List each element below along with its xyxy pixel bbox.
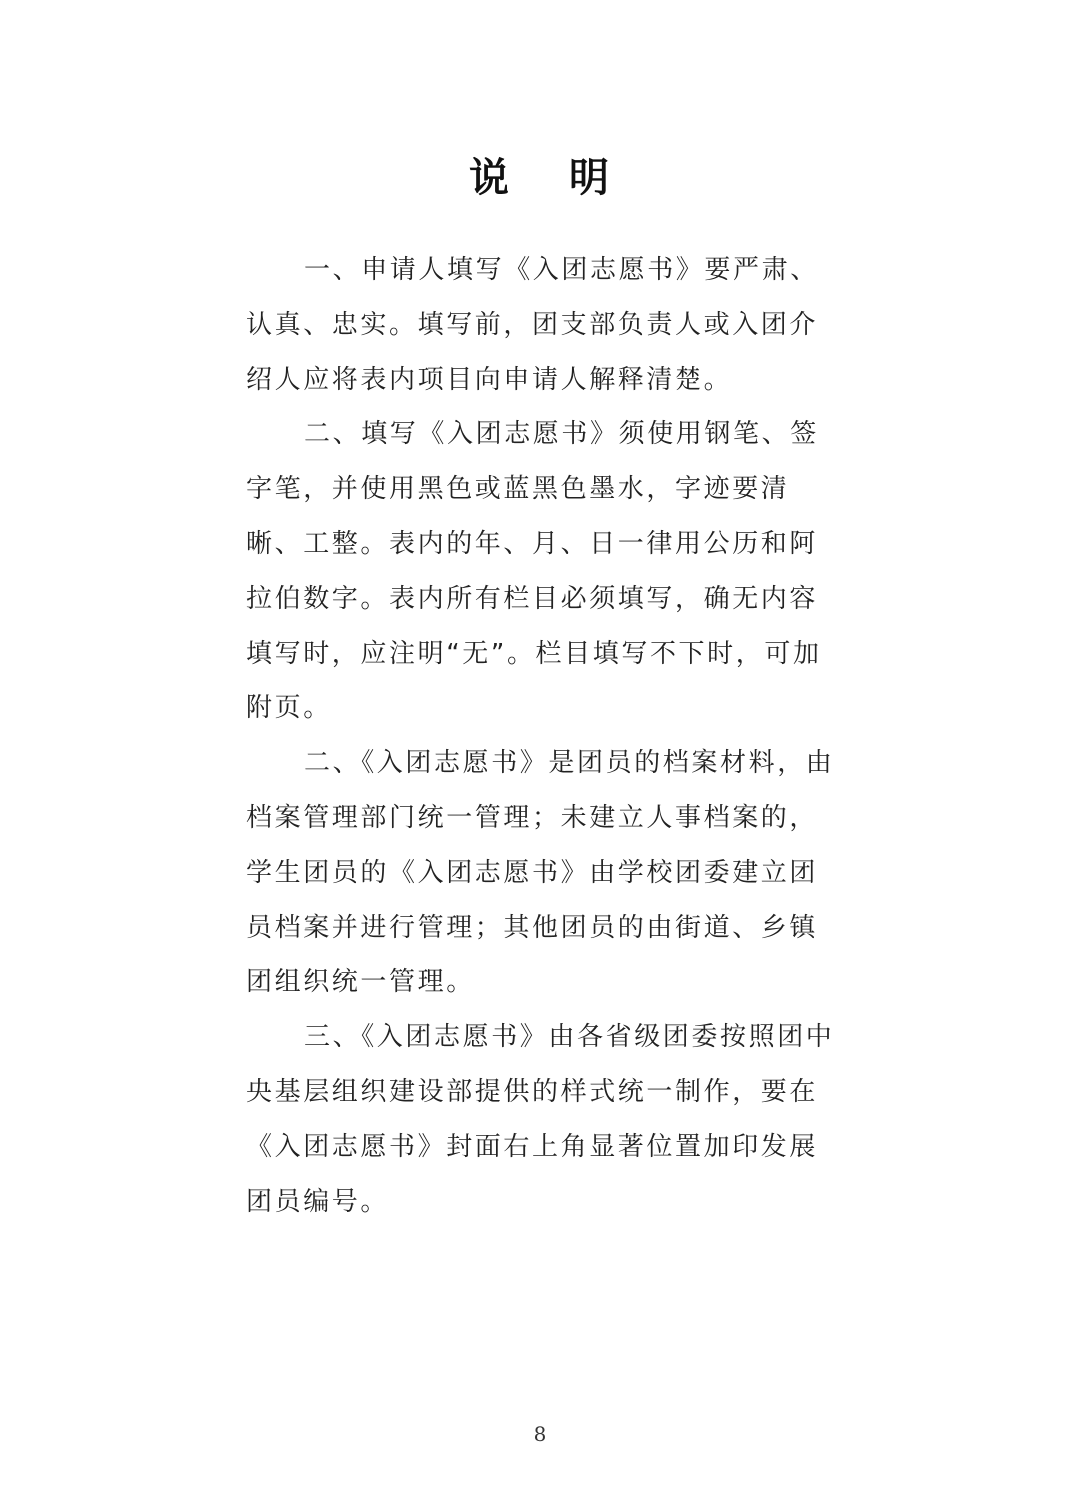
page-title-char-2: 明 bbox=[569, 155, 611, 201]
instructions-body bbox=[246, 243, 846, 1229]
page-title-char-1: 说 bbox=[469, 155, 511, 201]
paragraph-1: 一、申请人填写《入团志愿书》要严肃、认真、忠实。填写前，团支部负责人或入团介绍人应将表内项目向申请人解释清楚。 bbox=[246, 255, 819, 395]
paragraph-4: 三、《入团志愿书》由各省级团委按照团中央基层组织建设部提供的样式统一制作，要在《入团志愿书》封面右上角显著位置加印发展团员编号。 bbox=[246, 1022, 835, 1217]
paragraph-3: 二、《入团志愿书》是团员的档案材料，由档案管理部门统一管理；未建立人事档案的，学生团员的《入团志愿书》由学校团委建立团员档案并进行管理；其他团员的由街道、乡镇团组织统一管理。 bbox=[246, 748, 835, 998]
page-number: 8 bbox=[533, 1422, 547, 1446]
page-title bbox=[0, 148, 1080, 208]
paragraph-2: 二、填写《入团志愿书》须使用钢笔、签字笔，并使用黑色或蓝黑色墨水，字迹要清晰、工整。表内的年、月、日一律用公历和阿拉伯数字。表内所有栏目必须填写，确无内容填写时，应注明“无”。栏目填写不下时，可加附页。 bbox=[246, 419, 822, 724]
